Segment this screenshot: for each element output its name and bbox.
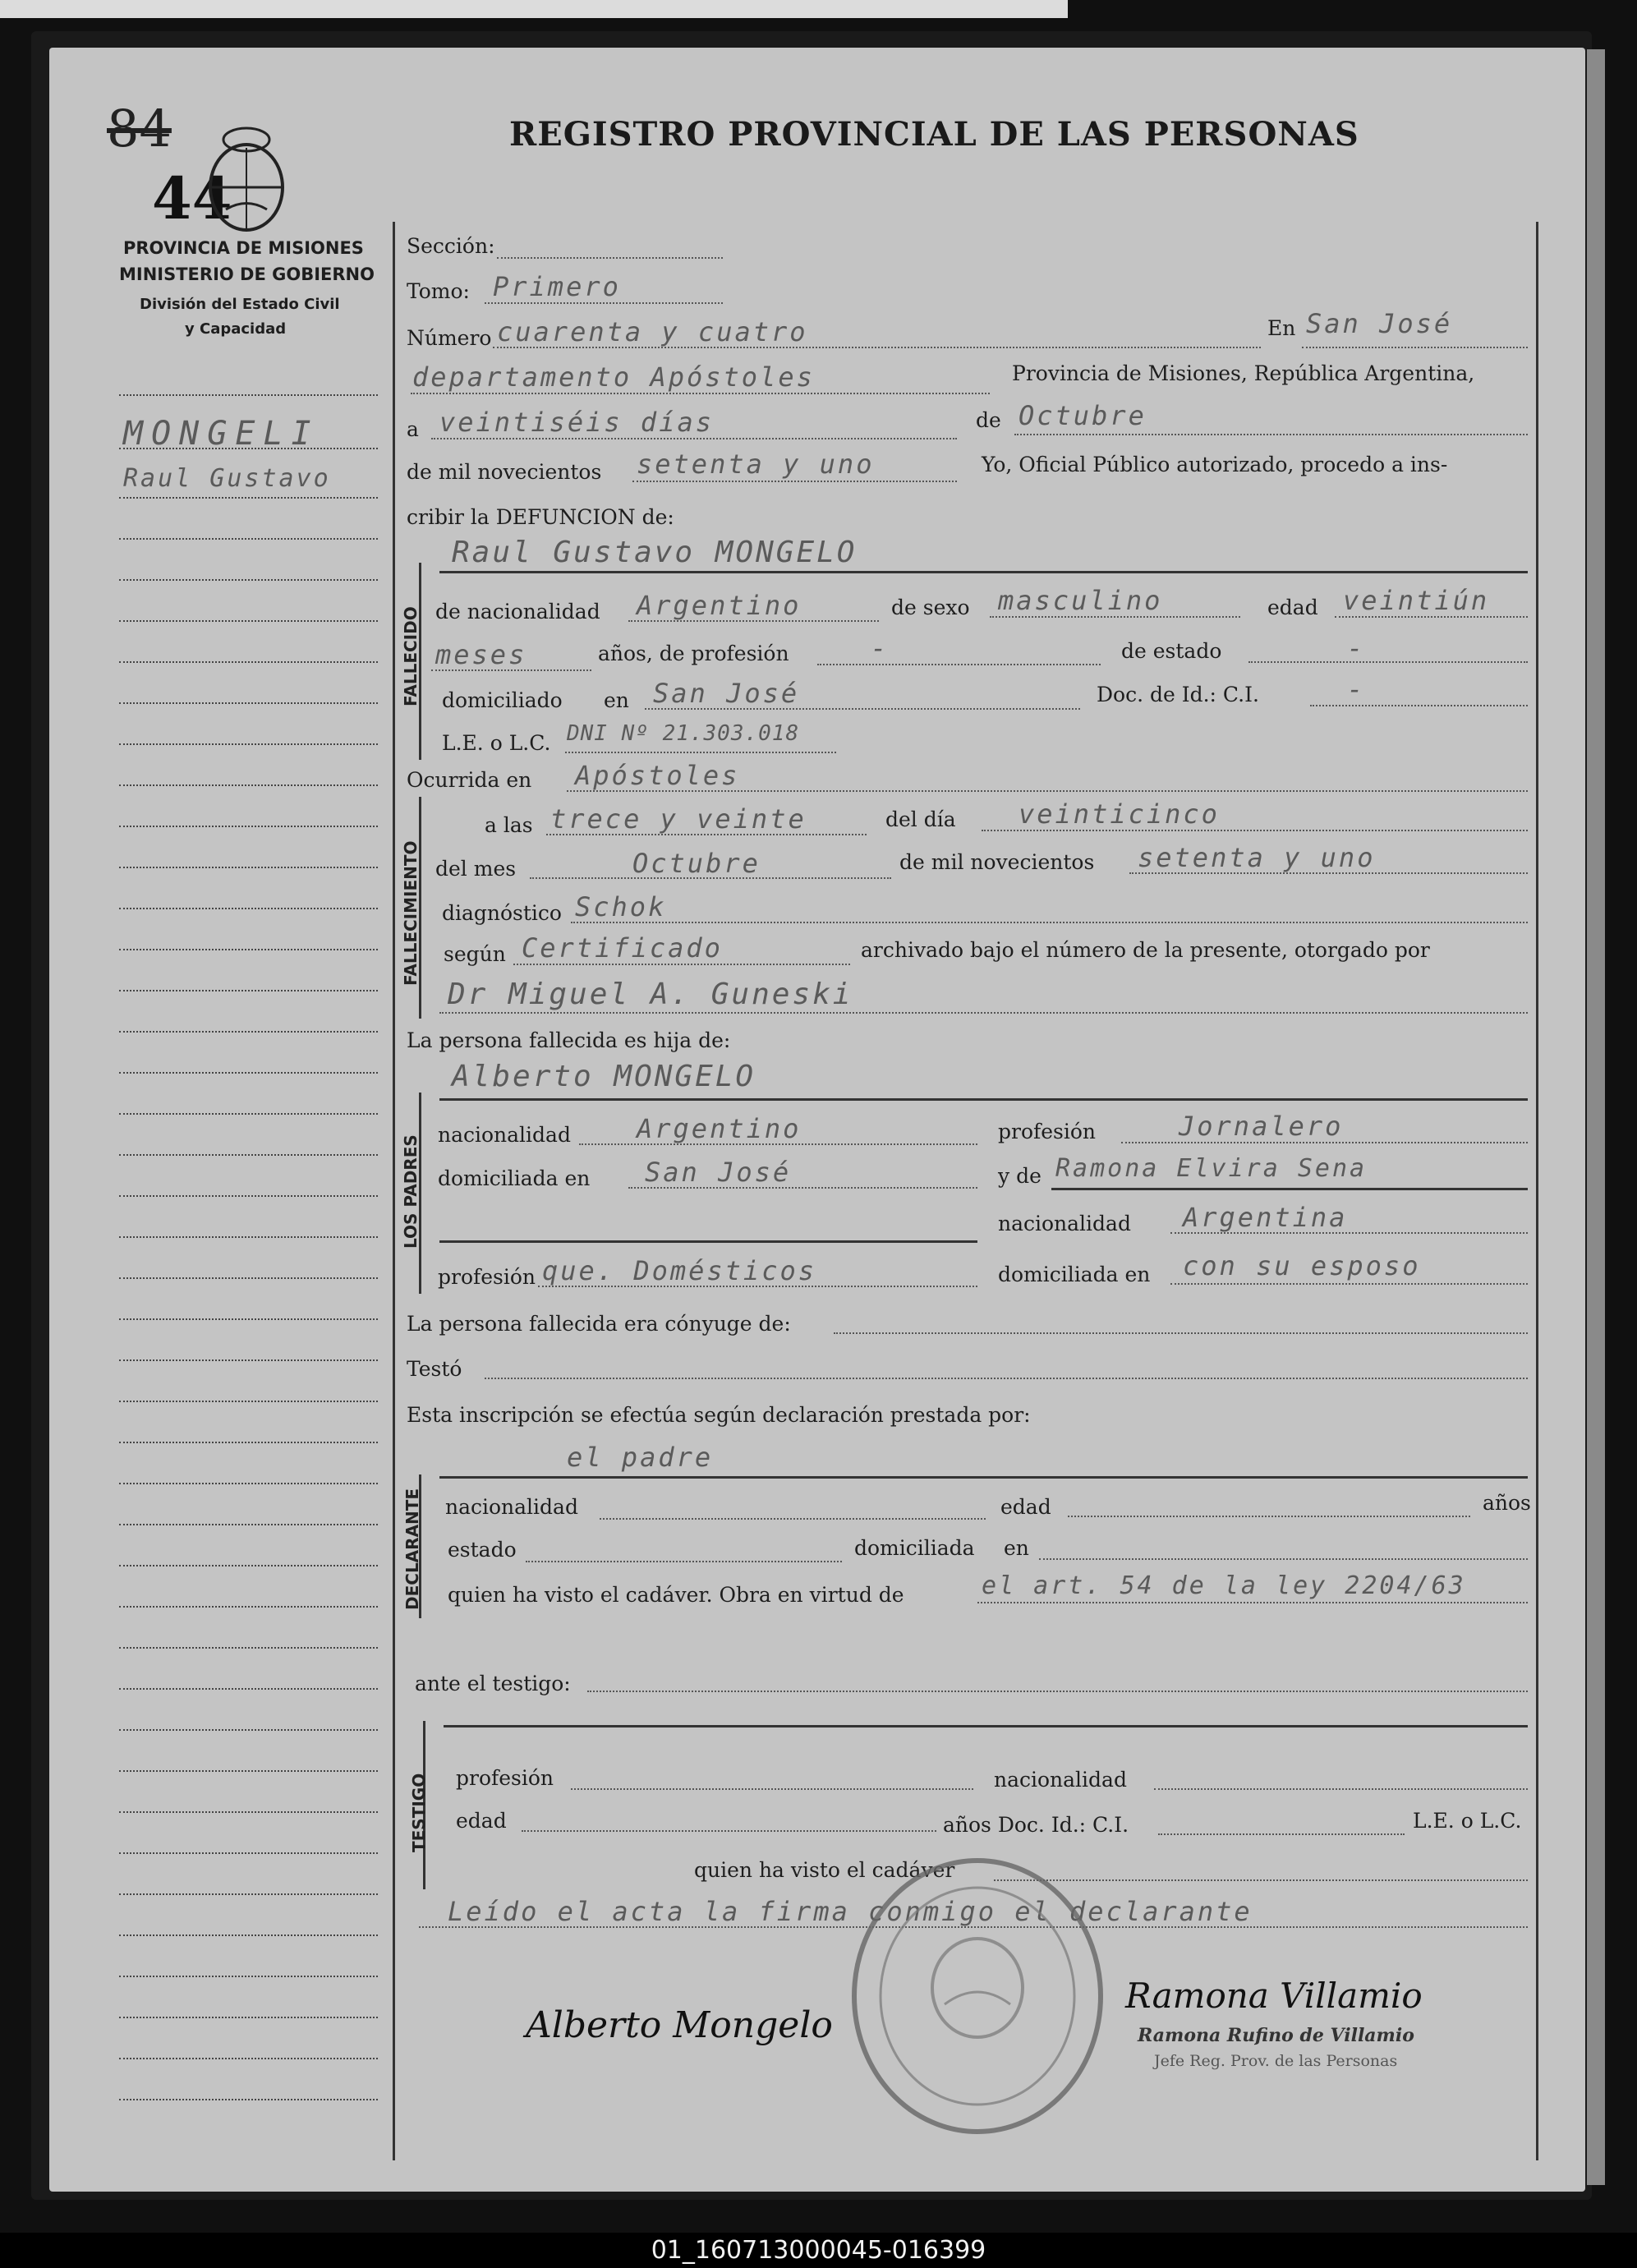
field-line <box>628 1187 977 1189</box>
field-line <box>1335 616 1528 618</box>
value-anio: setenta y uno <box>637 449 875 480</box>
field-line <box>1121 1142 1528 1143</box>
margin-line <box>119 1565 378 1566</box>
field-line <box>522 1830 936 1832</box>
label-y-de: y de <box>998 1164 1042 1188</box>
value-articulo: el art. 54 de la ley 2204/63 <box>982 1571 1466 1600</box>
name-rule <box>444 1725 1528 1727</box>
margin-divider <box>393 222 395 2160</box>
field-line <box>1039 1558 1528 1560</box>
label-decl-domiciliada: domiciliada <box>854 1536 975 1560</box>
label-testigo-cadaver: quien ha visto el cadáver <box>694 1858 955 1882</box>
label-decl-en: en <box>1004 1536 1029 1560</box>
label-cribir: cribir la DEFUNCION de: <box>407 505 674 529</box>
value-edad-unidad: meses <box>435 639 527 670</box>
label-anos-profesion: años, de profesión <box>598 642 789 665</box>
field-line <box>587 1691 1528 1692</box>
field-line <box>645 708 1080 710</box>
label-domiciliado: domiciliado <box>442 688 563 712</box>
margin-line <box>119 867 378 868</box>
label-provincia: Provincia de Misiones, República Argentina, <box>1012 361 1475 385</box>
right-border <box>1536 222 1538 2160</box>
margin-line <box>119 661 378 663</box>
label-padre-profesion: profesión <box>998 1120 1097 1143</box>
label-ante-testigo: ante el testigo: <box>415 1672 571 1695</box>
coat-of-arms-icon <box>201 115 292 238</box>
field-line <box>628 620 879 622</box>
label-de-mil: de mil novecientos <box>407 460 602 484</box>
value-madre: Ramona Elvira Sena <box>1055 1154 1368 1183</box>
margin-surname: MONGELI <box>123 415 320 453</box>
label-de: de <box>976 408 1001 432</box>
section-label-testigo: TESTIGO <box>409 1773 429 1852</box>
field-line <box>834 1332 1528 1334</box>
value-segun: Certificado <box>522 932 723 964</box>
margin-line <box>119 1811 378 1813</box>
field-line <box>431 669 591 671</box>
margin-line <box>119 702 378 704</box>
margin-line <box>119 394 378 396</box>
field-line <box>565 752 836 753</box>
value-anio2: setenta y uno <box>1138 842 1376 873</box>
field-line <box>485 1378 1528 1379</box>
margin-line <box>119 620 378 622</box>
field-line <box>530 877 891 879</box>
field-line <box>982 830 1528 831</box>
value-padre: Alberto MONGELO <box>452 1060 756 1093</box>
margin-line <box>119 497 378 499</box>
value-nombre: Raul Gustavo MONGELO <box>452 536 858 569</box>
label-del-mes: del mes <box>435 857 517 881</box>
margin-line <box>119 1318 378 1320</box>
signature-declarante: Alberto Mongelo <box>526 2004 833 2046</box>
background-strip <box>0 0 1068 18</box>
value-madre-nac: Argentina <box>1183 1202 1348 1233</box>
issuer-province: PROVINCIA DE MISIONES <box>123 238 364 258</box>
field-line <box>493 347 1261 348</box>
name-rule <box>1051 1188 1528 1190</box>
issuer-capacity: y Capacidad <box>185 320 287 338</box>
field-line <box>1248 661 1528 663</box>
value-dia: veinticinco <box>1019 798 1220 830</box>
margin-line <box>119 784 378 786</box>
field-line <box>1302 347 1528 348</box>
label-testigo-le-lc: L.E. o L.C. <box>1413 1809 1522 1833</box>
value-padre-nac: Argentino <box>637 1113 802 1144</box>
value-padre-prof: Jornalero <box>1179 1111 1344 1142</box>
margin-line <box>119 1401 378 1402</box>
field-line <box>513 964 850 965</box>
field-line <box>439 1012 1528 1014</box>
label-testigo-edad: edad <box>456 1809 507 1833</box>
label-doc-id: Doc. de Id.: C.I. <box>1097 683 1259 706</box>
margin-line <box>119 1154 378 1156</box>
value-departamento: departamento Apóstoles <box>412 361 815 393</box>
label-madre-nacionalidad: nacionalidad <box>998 1212 1131 1235</box>
field-line <box>600 1518 986 1520</box>
margin-line <box>119 1688 378 1690</box>
value-madre-dom: con su esposo <box>1183 1250 1421 1281</box>
value-numero: cuarenta y cuatro <box>497 316 808 347</box>
field-line <box>538 1286 977 1287</box>
label-testigo-profesion: profesión <box>456 1766 554 1790</box>
issuer-division: División del Estado Civil <box>140 296 340 313</box>
field-line <box>632 481 957 482</box>
field-line <box>431 438 957 439</box>
label-del-dia: del día <box>885 807 956 831</box>
margin-line <box>119 2017 378 2018</box>
margin-line <box>119 2099 378 2100</box>
margin-line <box>119 1483 378 1484</box>
page-edge <box>1587 49 1605 2185</box>
margin-line <box>119 1236 378 1238</box>
label-decl-estado: estado <box>448 1538 517 1562</box>
name-rule <box>439 1476 1528 1479</box>
margin-line <box>119 1442 378 1443</box>
image-caption: 01_160713000045-016399 <box>0 2233 1637 2268</box>
margin-line <box>119 1852 378 1854</box>
page-number: 44 <box>152 164 232 232</box>
field-line <box>546 834 867 835</box>
field-line <box>1310 705 1528 706</box>
value-profesion: - <box>871 633 890 664</box>
margin-line <box>119 1524 378 1525</box>
label-decl-nacionalidad: nacionalidad <box>445 1495 578 1519</box>
label-archivado: archivado bajo el número de la presente, otorgado por <box>861 938 1430 962</box>
value-le-lc: DNI Nº 21.303.018 <box>567 721 800 746</box>
value-medico: Dr Miguel A. Guneski <box>448 978 853 1011</box>
field-line <box>485 302 723 304</box>
value-domicilio: San José <box>653 678 800 709</box>
label-de-estado: de estado <box>1121 639 1222 663</box>
margin-line <box>119 448 378 449</box>
field-line <box>571 922 1528 923</box>
official-seal-icon <box>842 1848 1113 2144</box>
field-line <box>977 1602 1528 1603</box>
margin-line <box>119 990 378 991</box>
section-label-padres: LOS PADRES <box>401 1134 421 1249</box>
label-le-lc: L.E. o L.C. <box>442 731 551 755</box>
label-ocurrida: Ocurrida en <box>407 768 532 792</box>
margin-line <box>119 949 378 950</box>
value-diagnostico: Schok <box>575 891 667 922</box>
value-mes: Octubre <box>1019 400 1147 431</box>
label-edad: edad <box>1267 596 1318 619</box>
margin-line <box>119 1113 378 1115</box>
value-dias: veintiséis días <box>439 407 714 438</box>
value-mes2: Octubre <box>632 848 761 879</box>
label-decl-edad: edad <box>1000 1495 1051 1519</box>
field-line <box>1129 872 1528 874</box>
margin-line <box>119 1893 378 1895</box>
label-oficial: Yo, Oficial Público autorizado, procedo a ins- <box>982 453 1448 476</box>
label-seccion: Sección: <box>407 234 495 258</box>
label-numero: Número <box>407 326 492 350</box>
field-line <box>1170 1283 1528 1285</box>
page-title: REGISTRO PROVINCIAL DE LAS PERSONAS <box>509 115 1359 154</box>
field-line <box>990 616 1240 618</box>
label-testigo-anos-doc: años Doc. Id.: C.I. <box>943 1813 1129 1837</box>
value-hora: trece y veinte <box>550 803 807 835</box>
issuer-ministry: MINISTERIO DE GOBIERNO <box>119 265 375 284</box>
value-madre-prof: que. Domésticos <box>542 1255 816 1286</box>
page-number-crossed: 84 <box>107 99 172 159</box>
section-label-fallecido: FALLECIDO <box>401 606 421 706</box>
margin-given-name: Raul Gustavo <box>123 464 331 493</box>
label-de-mil2: de mil novecientos <box>899 850 1095 874</box>
label-hija-de: La persona fallecida es hija de: <box>407 1028 731 1052</box>
value-lectura: Leído el acta la firma conmigo el declarante <box>448 1896 1253 1927</box>
margin-line <box>119 1195 378 1197</box>
margin-line <box>119 908 378 909</box>
label-nacionalidad-de: de nacionalidad <box>435 600 600 623</box>
value-ocurrida: Apóstoles <box>575 760 740 791</box>
margin-line <box>119 1976 378 1977</box>
field-line <box>1014 434 1528 435</box>
label-madre-profesion: profesión <box>438 1265 536 1289</box>
label-en-domicilio: en <box>604 688 629 712</box>
label-decl-anos: años <box>1483 1491 1531 1515</box>
label-conyuge: La persona fallecida era cónyuge de: <box>407 1312 791 1336</box>
value-estado: - <box>1347 633 1366 664</box>
field-line <box>571 1788 973 1790</box>
label-sexo: de sexo <box>891 596 970 619</box>
field-line <box>1068 1516 1470 1517</box>
field-line <box>1154 1788 1528 1790</box>
label-inscripcion: Esta inscripción se efectúa según declaración prestada por: <box>407 1403 1031 1427</box>
value-declarante: el padre <box>567 1442 714 1473</box>
margin-line <box>119 1359 378 1361</box>
oficial-title: Jefe Reg. Prov. de las Personas <box>1154 2052 1398 2070</box>
margin-line <box>119 1729 378 1731</box>
field-line <box>579 1143 977 1145</box>
field-line <box>1158 1833 1405 1835</box>
margin-line <box>119 743 378 745</box>
margin-line <box>119 1934 378 1936</box>
margin-line <box>119 1277 378 1279</box>
label-diagnostico: diagnóstico <box>442 901 562 925</box>
margin-line <box>119 826 378 827</box>
field-line <box>1170 1232 1528 1234</box>
section-label-declarante: DECLARANTE <box>402 1488 422 1610</box>
margin-line <box>119 2058 378 2059</box>
value-tomo: Primero <box>493 271 621 302</box>
label-a: a <box>407 417 419 441</box>
label-madre-domicilio: domiciliada en <box>998 1263 1151 1286</box>
label-tomo: Tomo: <box>407 279 470 303</box>
value-en: San José <box>1306 308 1453 339</box>
label-en: En <box>1267 316 1296 340</box>
value-ci: - <box>1347 674 1366 705</box>
value-padre-dom: San José <box>645 1157 792 1188</box>
label-segun: según <box>444 942 506 966</box>
margin-line <box>119 579 378 581</box>
name-rule <box>439 571 1528 573</box>
label-padre-domicilio: domiciliada en <box>438 1166 591 1190</box>
name-rule <box>439 1240 977 1243</box>
label-testo: Testó <box>407 1357 462 1381</box>
field-line <box>526 1561 842 1562</box>
field-line <box>497 257 723 259</box>
margin-line <box>119 1031 378 1033</box>
margin-line <box>119 1770 378 1772</box>
margin-line <box>119 1072 378 1074</box>
name-rule <box>439 1098 1528 1101</box>
field-line <box>817 664 1101 665</box>
section-label-fallecimiento: FALLECIMIENTO <box>401 840 421 986</box>
field-line <box>567 790 1528 792</box>
margin-line <box>119 1606 378 1608</box>
label-a-las: a las <box>485 813 533 837</box>
label-decl-cadaver: quien ha visto el cadáver. Obra en virtud de <box>448 1583 904 1607</box>
signature-oficial: Ramona Villamio <box>1125 1976 1423 2016</box>
value-nacionalidad: Argentino <box>637 590 802 621</box>
margin-line <box>119 1647 378 1649</box>
value-edad: veintiún <box>1343 585 1490 616</box>
oficial-name: Ramona Rufino de Villamio <box>1138 2025 1414 2046</box>
field-line <box>411 393 990 394</box>
label-testigo-nacionalidad: nacionalidad <box>994 1768 1127 1792</box>
label-padre-nacionalidad: nacionalidad <box>438 1123 571 1147</box>
value-sexo: masculino <box>998 585 1163 616</box>
margin-line <box>119 538 378 540</box>
